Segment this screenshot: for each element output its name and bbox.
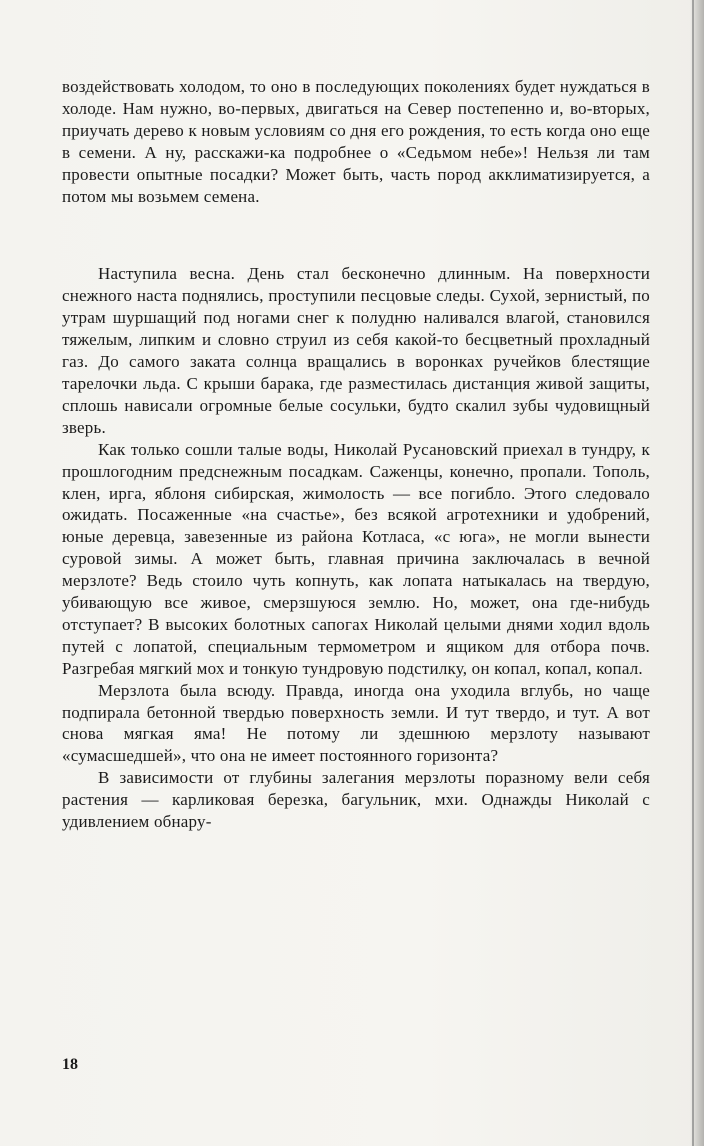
page-edge-line [692, 0, 694, 1146]
paragraph-continuation: воздействовать холодом, то оно в последующих поколениях будет нуждаться в холоде. Нам нужно, во-первых, двигаться на Север постепенно и, во-вторых, приучать дерево к новым условиям со дня его рождения, то есть когда оно еще в семени. А ну, расскажи-ка подробнее о «Седьмом небе»! Нельзя ли там провести опытные посадки? Может быть, часть пород акклиматизируется, а потом мы возьмем семена. [62, 77, 650, 206]
paragraph-depth: В зависимости от глубины залегания мерзлоты поразному вели себя растения — карликовая березка, багульник, мхи. Однажды Николай с удивлением обнару- [62, 768, 650, 832]
paragraph-spring: Наступила весна. День стал бесконечно длинным. На поверхности снежного наста поднялись, проступили песцовые следы. Сухой, зернистый, по утрам шуршащий под ногами снег к полудню наливался влагой, становился тяжелым, липким и словно струил из себя какой-то бесцветный прохладный газ. До самого заката солнца вращались в воронках ручейков блестящие тарелочки льда. С крыши барака, где разместилась дистанция живой защиты, сплошь нависали огромные белые сосульки, будто скалил зубы чудовищный зверь. [62, 264, 650, 437]
page-number: 18 [62, 1056, 78, 1073]
paragraph-permafrost: Мерзлота была всюду. Правда, иногда она уходила вглубь, но чаще подпирала бетонной твердью поверхность земли. И тут твердо, и тут. А вот снова мягкая яма! Не потому ли здешнюю мерзлоту называют «сумасшедшей», что она не имеет постоянного горизонта? [62, 680, 650, 766]
page-text [62, 76, 650, 833]
paragraph-seedlings: Как только сошли талые воды, Николай Русановский приехал в тундру, к прошлогодним предснежным посадкам. Саженцы, конечно, пропали. Тополь, клен, ирга, яблоня сибирская, жимолость — все погибло. Этого следовало ожидать. Посаженные «на счастье», без всякой агротехники и удобрений, юные деревца, завезенные из района Котласа, «с юга», не могли вынести суровой зимы. А может быть, главная причина заключалась в вечной мерзлоте? Ведь стоило чуть копнуть, как лопата натыкалась на твердую, убивающую все живое, смерзшуюся землю. Но, может, она где-нибудь отступает? В высоких болотных сапогах Николай целыми днями ходил вдоль путей с лопатой, специальным термометром и ящиком для отбора почв. Разгребая мягкий мох и тонкую тундровую подстилку, он копал, копал, копал. [62, 439, 650, 678]
section-break [62, 207, 650, 263]
